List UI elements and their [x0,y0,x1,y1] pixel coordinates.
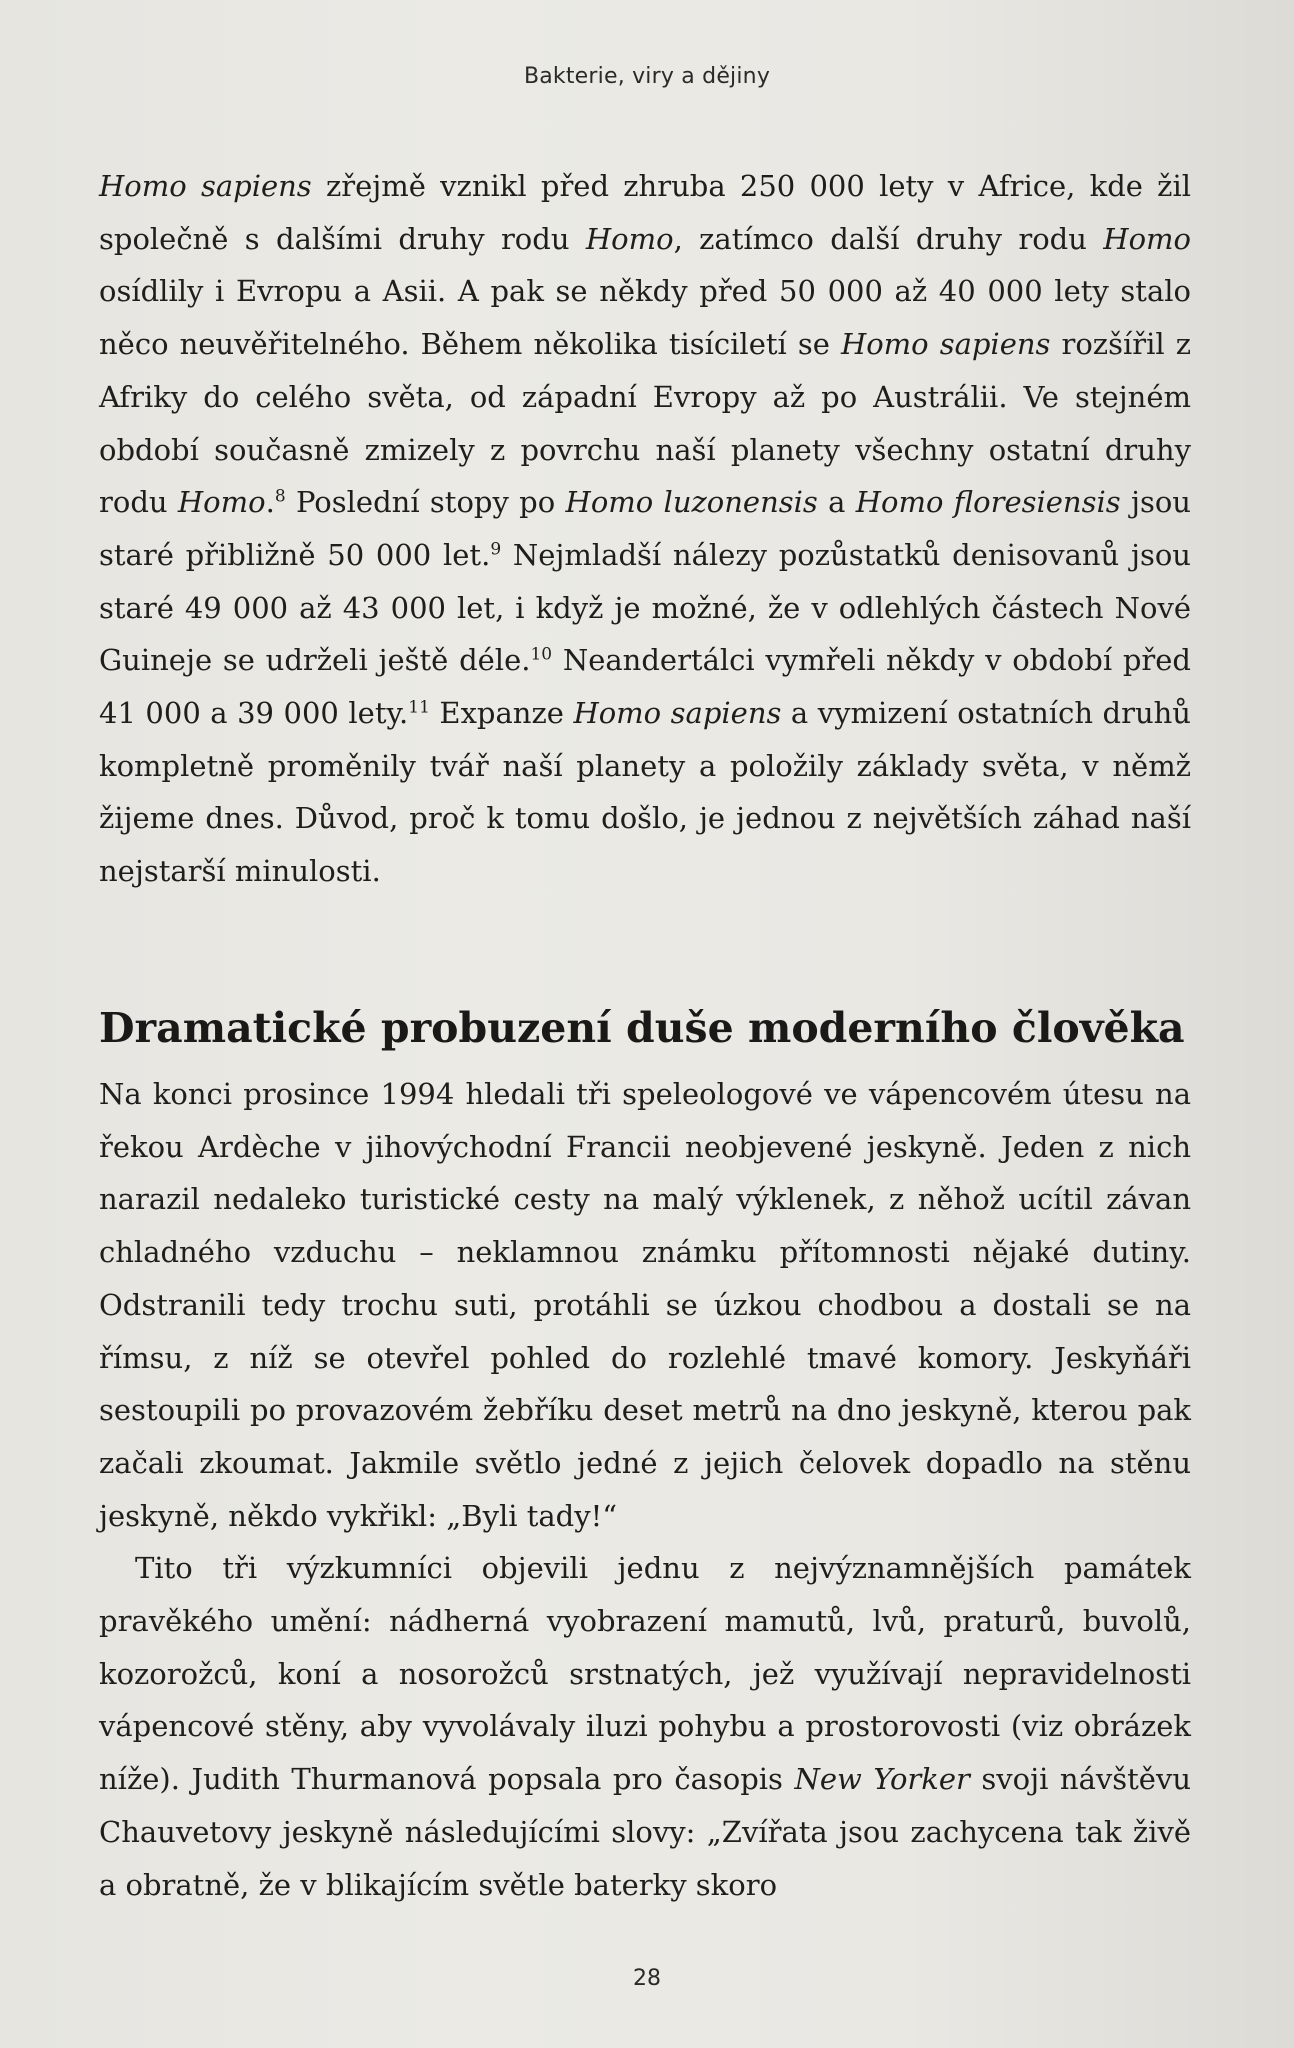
page-number: 28 [633,1966,661,1991]
text-run: Neandertálci vymřeli někdy v období před 41 000 a 39 000 lety. [99,643,1191,731]
footnote-marker: 11 [408,697,430,718]
italic-text: Homo [585,221,674,256]
italic-text: Homo sapiens [99,169,312,203]
italic-text: New Yorker [794,1762,970,1797]
italic-text: Homo [1103,221,1191,256]
section-heading: Dramatické probuzení duše moderního člověka [99,1004,1185,1053]
text-run: Na konci prosince 1994 hledali tři speleologové ve vápencovém útesu na řekou Ardèche v jihovýchodní Francii neobjevené jeskyně. Jeden z nich narazil nedaleko turistické cesty na malý výklenek, z něhož ucítil závan chladného vzduchu – neklamnou známku přítomnosti nějaké dutiny. Odstranili tedy trochu suti, protáhli se úzkou chodbou a dostali se na římsu, z níž se otevřel pohled do rozlehlé tmavé komory. Jeskyňáři sestoupili po provazovém žebříku deset metrů na dno jeskyně, kterou pak začali zkoumat. Jakmile světlo jedné z jejich čelovek dopadlo na stěnu jeskyně, někdo vykřikl: „Byli tady!“ [99,1077,1191,1533]
text-run: a vymizení ostatních druhů kompletně proměnily tvář naší planety a položily základy světa, v němž žijeme dnes. Důvod, proč k tomu došlo, je jednou z největších záhad naší nejstarší minulosti. [99,696,1191,889]
text-run: . [265,485,275,520]
text-run: Tito tři výzkumníci objevili jednu z nejvýznamnějších památek pravěkého umění: nádherná vyobrazení mamutů, lvů, praturů, buvolů, kozorožců, koní a nosorožců srstnatých, jež využívají nepravidelnosti vápencové stěny, aby vyvolávaly iluzi pohybu a prostorovosti (viz obrázek níže). Judith Thurmanová popsala pro časopis [99,1551,1191,1797]
text-run: , zatímco další druhy rodu [673,221,1104,256]
paragraph-3 [99,1542,1191,1911]
italic-text: Homo luzonensis [565,485,818,520]
footnote-marker: 9 [490,539,502,560]
paragraph-2 [99,1068,1191,1542]
text-run: Poslední stopy po [285,485,566,520]
text-run: Expanze [429,696,574,731]
footnote-marker: 8 [274,486,286,507]
paragraph-1 [99,160,1191,898]
text-run: zřejmě vznikl před zhruba 250 000 lety v Africe, kde žil společně s dalšími druhy rodu [99,169,1191,256]
text-run: svoji návštěvu Chauvetovy jeskyně následujícími slovy: „Zvířata jsou zachycena tak živě a obratně, že v blikajícím světle baterky skoro [99,1762,1192,1902]
italic-text: Homo sapiens [573,696,782,731]
text-run: a [817,485,856,520]
running-head: Bakterie, viry a dějiny [523,64,771,89]
footnote-marker: 10 [530,644,553,665]
paragraph-1-block [99,160,1191,898]
italic-text: Homo sapiens [840,327,1051,362]
text-run: jsou staré přibližně 50 000 let. [99,485,1191,572]
italic-text: Homo floresiensis [855,485,1121,520]
text-run: rozšířil z Afriky do celého světa, od západní Evropy až po Austrálii. Ve stejném období současně zmizely z povrchu naší planety všechny ostatní druhy rodu [99,327,1191,520]
italic-text: Homo [177,485,266,520]
text-run: osídlily i Evropu a Asii. A pak se někdy před 50 000 až 40 000 lety stalo něco neuvěřitelného. Během několika tisíciletí se [99,274,1191,362]
paragraph-2-block [99,1068,1191,1911]
text-run: Nejmladší nálezy pozůstatků denisovanů jsou staré 49 000 až 43 000 let, i když je možné, že v odlehlých částech Nové Guineje se udrželi ještě déle. [99,537,1191,678]
